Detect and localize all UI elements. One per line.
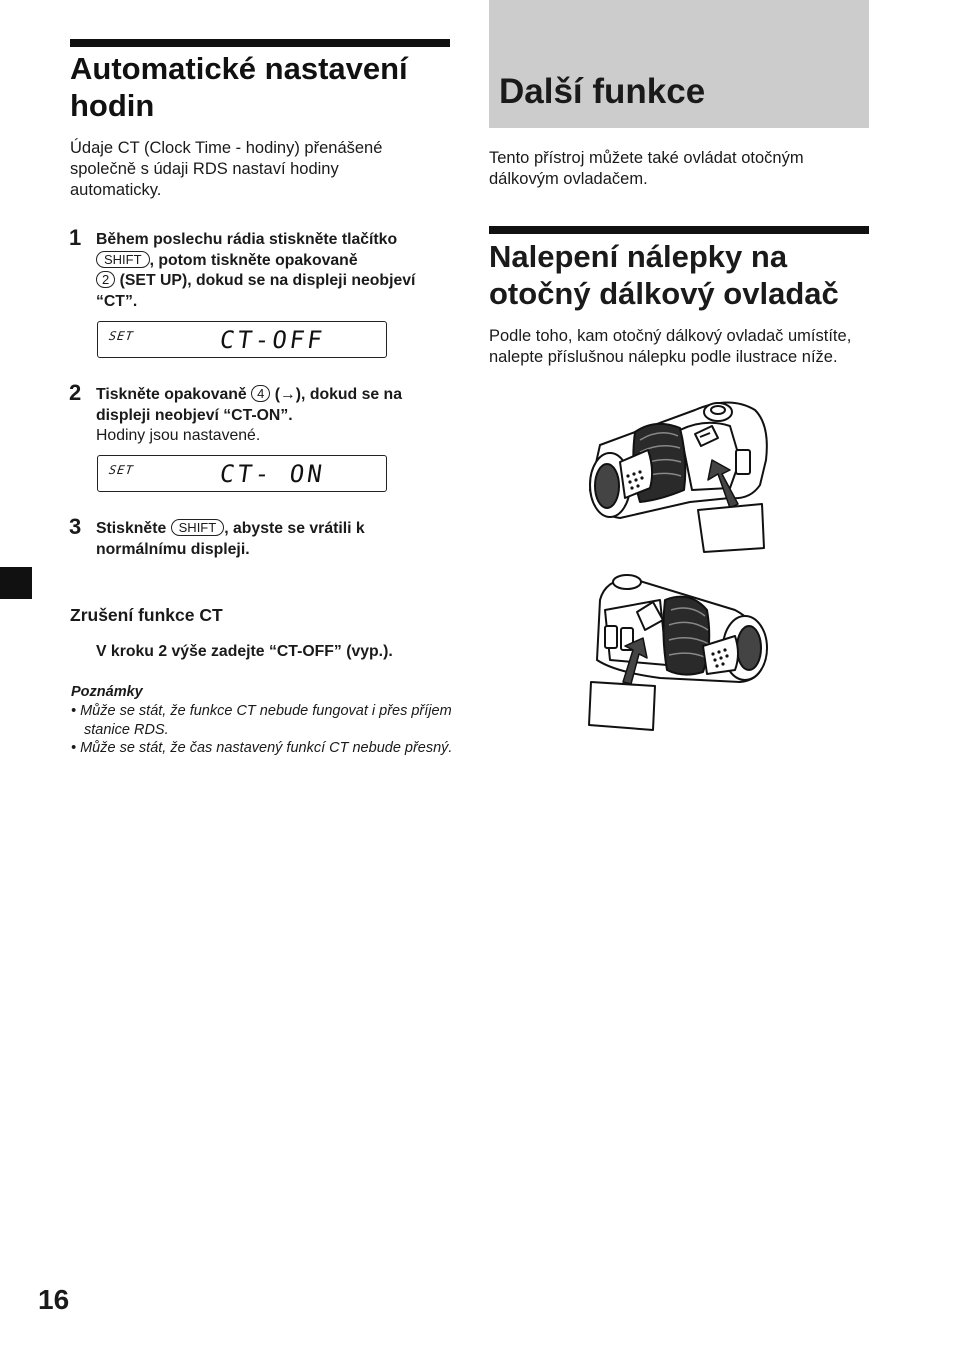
lcd-value: CT-OFF	[218, 326, 327, 354]
intro-text-functions: Tento přístroj můžete také ovládat otočným dálkovým ovladačem.	[489, 149, 804, 188]
step-text-3: Stiskněte SHIFT , abyste se vrátili k normálnímu displeji.	[96, 520, 365, 558]
page-title-clock: Automatické nastavení hodin	[70, 51, 408, 123]
key-2: 2	[96, 271, 115, 288]
note-item: • Může se stát, že čas nastavený funkcí CT nebude přesný.	[71, 740, 453, 756]
title-rule-right	[489, 226, 869, 234]
lcd-mode-label: SET	[108, 329, 135, 343]
subheading-cancel-ct: Zrušení funkce CT	[70, 605, 223, 625]
lcd-display-ct-on	[97, 455, 387, 492]
shift-key: SHIFT	[96, 251, 150, 268]
step-number-2: 2	[69, 380, 82, 405]
rotary-commander-illustration-bottom	[585, 570, 775, 735]
shift-key: SHIFT	[171, 519, 225, 536]
lcd-mode-label: SET	[108, 463, 135, 477]
key-4: 4	[251, 385, 270, 402]
lcd-value: CT- ON	[218, 460, 327, 488]
step-text-1: Během poslechu rádia stiskněte tlačítko SHIFT , potom tiskněte opakovaně 2 (SET UP), dokud se na displeji neobjeví “CT”.	[96, 231, 416, 310]
notes-title: Poznámky	[71, 684, 143, 700]
title-rule-left	[70, 39, 450, 47]
lcd-display-ct-off	[97, 321, 387, 358]
sticker-instruction-text: Podle toho, kam otočný dálkový ovladač umístíte, nalepte příslušnou nálepku podle ilustrace níže.	[489, 327, 852, 366]
chapter-title: Další funkce	[499, 72, 706, 111]
step-number-1: 1	[69, 225, 82, 250]
cancel-instruction: V kroku 2 výše zadejte “CT-OFF” (vyp.).	[96, 643, 393, 660]
step-number-3: 3	[69, 514, 82, 539]
section-title-sticker: Nalepení nálepky na otočný dálkový ovladač	[489, 239, 839, 311]
note-item: • Může se stát, že funkce CT nebude fungovat i přes příjem stanice RDS.	[71, 703, 452, 738]
step-text-2: Tiskněte opakovaně 4 (→), dokud se na displeji neobjeví “CT-ON”. Hodiny jsou nastavené.	[96, 386, 402, 444]
intro-text-clock: Údaje CT (Clock Time - hodiny) přenášené společně s údaji RDS nastaví hodiny automaticky.	[70, 139, 383, 199]
section-tab-marker	[0, 567, 32, 599]
page-number: 16	[38, 1284, 70, 1315]
rotary-commander-illustration-top	[580, 390, 780, 560]
